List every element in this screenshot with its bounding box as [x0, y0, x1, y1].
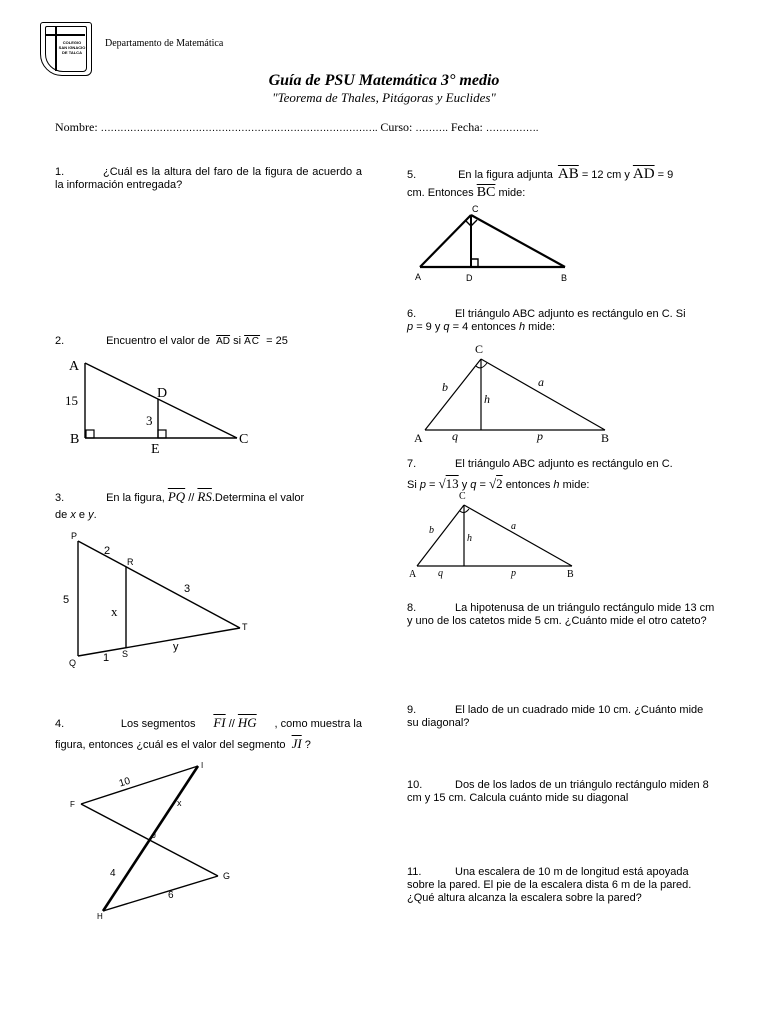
department-name: Departamento de Matemática: [105, 38, 224, 49]
question-text: Encuentro el valor de: [106, 335, 211, 347]
var-q: q: [443, 321, 450, 333]
question-number: 2.: [55, 335, 65, 347]
label-fi-10: 10: [117, 775, 132, 790]
label-hg-6: 6: [168, 890, 174, 901]
label-side-a: a: [538, 375, 544, 389]
radicand: 2: [496, 476, 503, 491]
label-j: J: [152, 831, 156, 840]
question-text: = 12 cm y: [581, 169, 630, 181]
question-number: 6.: [407, 308, 417, 320]
label-b: B: [561, 273, 568, 283]
label-a: A: [69, 359, 80, 374]
page-title: Guía de PSU Matemática 3° medio: [268, 72, 500, 89]
question-text: ¿Cuál es la altura del faro de la figura de acuerdo a la información entregada?: [55, 166, 362, 191]
label-a: A: [409, 569, 417, 580]
question-text: = 9 y: [416, 321, 441, 333]
question-text: En la figura adjunta: [458, 169, 553, 181]
label-side-b: b: [442, 380, 448, 394]
question-number: 5.: [407, 169, 417, 181]
curso-field: ……….: [415, 123, 448, 134]
figure-2-triangle: [55, 355, 265, 460]
label-s: S: [122, 649, 129, 659]
var-q: q: [470, 479, 477, 491]
label-q: q: [452, 429, 458, 443]
student-form-line: [55, 120, 538, 135]
label-h: h: [484, 392, 490, 406]
sqrt-13: √13: [438, 476, 459, 491]
label-side-b: b: [429, 525, 434, 536]
question-text: mide:: [528, 321, 556, 333]
logo-line-2: SAN IGNACIO: [58, 45, 86, 50]
question-text: entonces: [505, 479, 551, 491]
question-text: si: [233, 335, 242, 347]
var-p: p: [407, 321, 414, 333]
nombre-label: Nombre:: [55, 120, 98, 134]
segment-ab: $\overline{AB}$: [557, 166, 579, 182]
label-p: P: [71, 531, 78, 541]
label-p: p: [511, 568, 516, 579]
parallel-sign: //: [228, 718, 235, 730]
label-f: F: [70, 800, 75, 809]
question-number: 8.: [407, 602, 417, 614]
segment-ad: $\overline{AD}$: [632, 166, 655, 182]
label-c: C: [239, 432, 249, 447]
figure-4-crossing: [55, 758, 255, 921]
segment-pq: $\overline{PQ}$: [167, 489, 186, 504]
var-h: h: [518, 321, 526, 333]
question-text: Los segmentos: [120, 718, 196, 730]
question-text: Si: [407, 479, 417, 491]
label-rt-3: 3: [184, 583, 191, 595]
label-b: B: [601, 431, 610, 445]
segment-rs: $\overline{RS}$: [197, 489, 212, 504]
question-text: =: [479, 479, 486, 491]
question-text: = 9: [657, 169, 674, 181]
fecha-field: …………….: [485, 123, 539, 134]
label-d: D: [466, 273, 473, 283]
nombre-field: ………………………………………………………………………….: [100, 123, 378, 134]
figure-7-triangle: [405, 488, 595, 583]
label-r: R: [127, 557, 134, 567]
fecha-label: Fecha:: [450, 120, 483, 134]
question-7: [407, 458, 717, 492]
question-number: 11.: [407, 866, 422, 878]
question-10: [407, 779, 717, 805]
school-logo: [40, 22, 92, 76]
parallel-sign: //: [188, 492, 195, 504]
question-text: figura, entonces ¿cuál es el valor del segmento: [55, 739, 286, 751]
question-text: .Determina el valor: [211, 492, 305, 504]
page-subtitle: "Teorema de Thales, Pitágoras y Euclides": [272, 90, 496, 105]
question-text: mide:: [498, 187, 526, 199]
segment-bc: $\overline{BC}$: [476, 185, 496, 200]
question-11: [407, 866, 712, 905]
question-number: 9.: [407, 704, 417, 716]
figure-6-triangle: [410, 338, 620, 448]
question-text: En la figura,: [106, 492, 165, 504]
label-c: C: [475, 342, 484, 356]
question-2: [55, 335, 365, 348]
question-text: mide:: [562, 479, 590, 491]
logo-line-1: COLEGIO: [62, 40, 82, 45]
question-8: [407, 602, 717, 628]
question-number: 10.: [407, 779, 423, 791]
label-y: y: [173, 641, 179, 653]
segment-ji: $\overline{JI}$: [291, 736, 302, 751]
question-text: y: [461, 479, 468, 491]
label-inner-3: 3: [146, 413, 153, 428]
question-text: de: [55, 509, 68, 521]
question-number: 7.: [407, 458, 417, 470]
label-b: B: [567, 569, 574, 580]
question-5: [407, 168, 727, 200]
segment-ac: $\overline{AC}$: [244, 336, 261, 347]
label-q: Q: [69, 658, 77, 668]
label-side-15: 15: [65, 393, 78, 408]
label-b: B: [70, 432, 80, 447]
question-text: e: [78, 509, 85, 521]
var-p: p: [419, 479, 426, 491]
question-4: [55, 716, 362, 752]
logo-line-3: DE TALCA: [62, 50, 82, 55]
question-text: Dos de los lados de un triángulo rectángulo miden 8 cm y 15 cm. Calcula cuánto mide su diagonal: [407, 779, 709, 804]
radicand: 13: [445, 476, 459, 491]
label-i: I: [201, 761, 204, 770]
label-pr-2: 2: [104, 545, 111, 557]
question-3: [55, 490, 365, 522]
question-number: 3.: [55, 492, 65, 504]
question-text: El triángulo ABC adjunto es rectángulo en C.: [455, 458, 673, 470]
label-g: G: [223, 871, 231, 881]
label-a: A: [414, 431, 423, 445]
label-c: C: [472, 204, 479, 214]
label-h: H: [97, 912, 103, 921]
figure-5-triangle: [410, 200, 580, 290]
question-1: [55, 166, 362, 192]
question-text: Una escalera de 10 m de longitud está apoyada sobre la pared. El pie de la escalera dista 6 m de la pared. ¿Qué altura alcanza la escalera sobre la pared?: [407, 866, 692, 904]
question-text: ?: [304, 739, 311, 751]
label-hj-4: 4: [110, 868, 116, 879]
label-x: x: [111, 604, 118, 619]
question-text: .: [93, 509, 97, 521]
question-text: La hipotenusa de un triángulo rectángulo mide 13 cm y uno de los catetos mide 5 cm. ¿Cuánto mide el otro cateto?: [407, 602, 715, 627]
segment-ad: $\overline{AD}$: [216, 336, 231, 347]
label-pq-5: 5: [63, 594, 70, 606]
question-text: =: [429, 479, 436, 491]
question-6: [407, 308, 717, 334]
curso-label: Curso:: [380, 120, 413, 134]
question-text: = 4 entonces: [452, 321, 516, 333]
label-e: E: [151, 442, 160, 457]
figure-3-triangle: [55, 528, 265, 673]
label-q: q: [438, 568, 443, 579]
question-text: , como muestra la: [274, 718, 362, 730]
question-text: El triángulo ABC adjunto es rectángulo en C. Si: [455, 308, 686, 320]
question-text: cm. Entonces: [407, 187, 474, 199]
label-qs-1: 1: [103, 652, 110, 664]
question-text: El lado de un cuadrado mide 10 cm. ¿Cuánto mide su diagonal?: [407, 704, 704, 729]
label-h: h: [467, 533, 472, 544]
label-x: x: [177, 798, 182, 808]
label-t: T: [242, 622, 248, 632]
var-x: x: [70, 509, 76, 521]
label-a: A: [415, 272, 422, 282]
label-side-a: a: [511, 521, 516, 532]
var-h: h: [553, 479, 560, 491]
label-c: C: [459, 491, 466, 502]
question-number: 4.: [55, 718, 65, 730]
label-p: p: [537, 429, 543, 443]
question-number: 1.: [55, 166, 65, 178]
var-y: y: [88, 509, 94, 521]
question-text: = 25: [266, 335, 288, 347]
label-d: D: [157, 386, 168, 401]
segment-hg: $\overline{HG}$: [237, 715, 257, 730]
question-9: [407, 704, 717, 730]
segment-fi: $\overline{FI}$: [213, 715, 226, 730]
sqrt-2: √2: [488, 476, 503, 491]
